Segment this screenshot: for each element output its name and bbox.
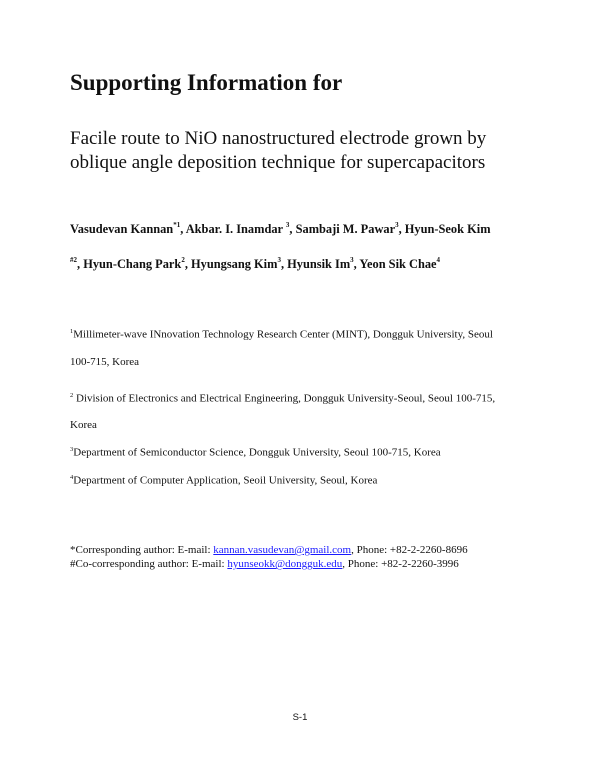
author-name: Hyunsik Im <box>287 257 351 272</box>
co-corresponding-label: #Co-corresponding author: E-mail: <box>70 558 228 570</box>
page-number: S-1 <box>292 712 308 723</box>
author-mark: 4 <box>436 256 441 264</box>
affiliation-1-line-2: 100-715, Korea <box>70 356 140 368</box>
affiliation-3 <box>70 446 441 459</box>
affiliation-text: Department of Semiconductor Science, Dongguk University, Seoul 100-715, Korea <box>73 446 441 459</box>
affiliation-text: Division of Electronics and Electrical Engineering, Dongguk University-Seoul, Seoul 100-715, <box>76 392 496 405</box>
corresponding-label: *Corresponding author: E-mail: <box>70 544 214 556</box>
author-name: Sambaji M. Pawar <box>295 222 396 237</box>
author-name: Akbar. I. Inamdar <box>185 222 283 237</box>
author-name: Vasudevan Kannan <box>70 222 174 237</box>
corresponding-phone: , Phone: +82-2-2260-8696 <box>351 544 468 556</box>
affiliation-mark: 3 <box>70 446 74 453</box>
affiliation-2-line-1 <box>70 392 495 405</box>
author-name: Hyun-Seok Kim <box>404 222 491 237</box>
affiliation-text: Department of Computer Application, Seoil University, Seoul, Korea <box>73 474 378 487</box>
co-corresponding-phone: , Phone: +82-2-2260-3996 <box>342 558 459 570</box>
affiliation-text: Millimeter-wave INnovation Technology Research Center (MINT), Dongguk University, Seoul <box>73 328 493 341</box>
supporting-info-heading: Supporting Information for <box>70 70 343 95</box>
author-line-1: Vasudevan Kannan$^{*1}$, Akbar. I. Inamdar $^3$, Sambaji M. Pawar$^3$, Hyun-Seok Kim <box>70 221 491 237</box>
author-mark: #2 <box>70 256 77 264</box>
author-name: Hyungsang Kim <box>191 257 278 272</box>
affiliation-mark: 4 <box>70 474 74 481</box>
author-mark: *1 <box>173 221 181 229</box>
author-line-2: $^{\#2}$, Hyun-Chang Park$^2$, Hyungsang Kim$^3$, Hyunsik Im$^3$, Yeon Sik Chae$^4$ <box>70 256 441 272</box>
co-corresponding-author-line <box>70 558 459 570</box>
corresponding-email-link[interactable]: kannan.vasudevan@gmail.com <box>213 544 352 556</box>
paper-title-line-2: oblique angle deposition technique for supercapacitors <box>70 152 486 173</box>
author-mark: 2 <box>181 256 185 264</box>
affiliation-mark: 1 <box>70 328 74 335</box>
affiliation-2-line-2: Korea <box>70 419 97 431</box>
author-mark: 3 <box>350 256 354 264</box>
author-name: Hyun-Chang Park <box>83 257 182 272</box>
author-mark: 3 <box>285 221 290 229</box>
co-corresponding-email-link[interactable]: hyunseokk@dongguk.edu <box>227 558 343 570</box>
corresponding-author-line <box>70 544 468 556</box>
affiliation-mark: 2 <box>70 392 74 399</box>
author-mark: 3 <box>395 221 399 229</box>
author-name: Yeon Sik Chae <box>359 257 437 272</box>
affiliation-4 <box>70 474 377 487</box>
paper-title-line-1: Facile route to NiO nanostructured electrode grown by <box>70 128 487 149</box>
author-mark: 3 <box>277 256 281 264</box>
affiliation-1-line-1 <box>70 328 493 341</box>
